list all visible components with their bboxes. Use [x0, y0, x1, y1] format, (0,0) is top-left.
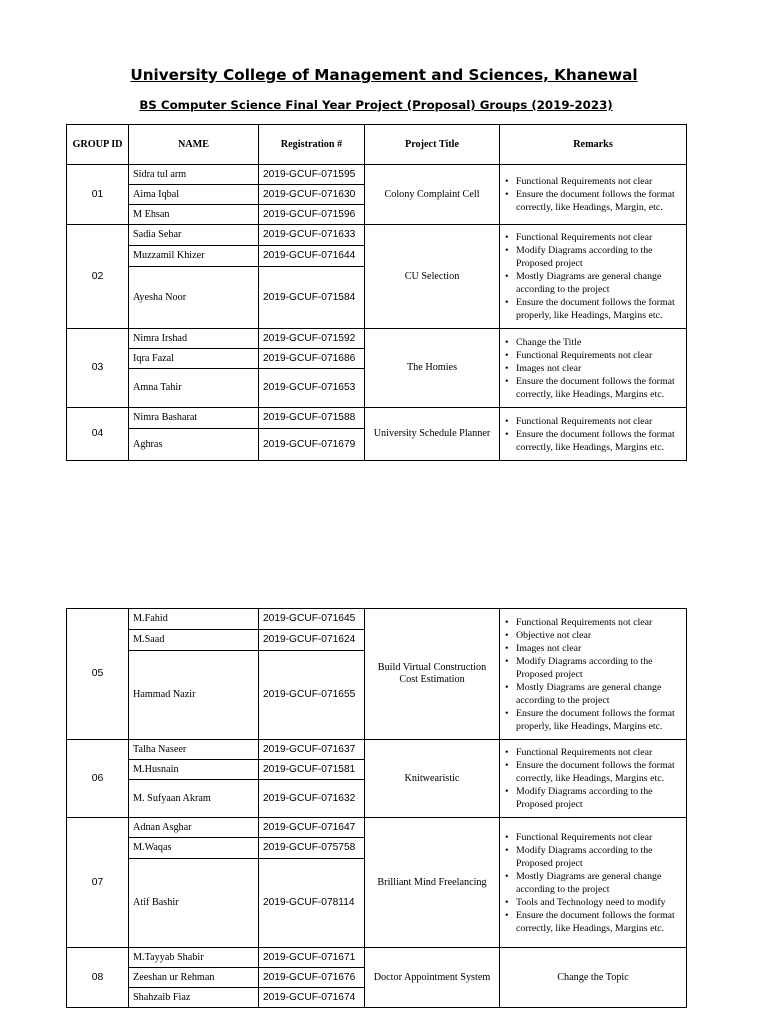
- header-remarks: Remarks: [500, 125, 687, 165]
- remarks-cell: [500, 818, 687, 948]
- document-title: University College of Management and Sciences, Khanewal: [130, 66, 638, 84]
- remarks-list: [504, 231, 682, 322]
- remark-item: • Modify Diagrams according to the Proposed project: [504, 844, 682, 870]
- registration-number: 2019-GCUF-071686: [259, 349, 365, 369]
- member-name: Sidra tul arm: [129, 165, 259, 185]
- registration-number: 2019-GCUF-071632: [259, 780, 365, 818]
- group-id: 08: [67, 948, 129, 1008]
- registration-number: 2019-GCUF-071637: [259, 740, 365, 760]
- registration-number: 2019-GCUF-071644: [259, 246, 365, 267]
- remarks-list: [504, 831, 682, 935]
- group-id: 01: [67, 165, 129, 225]
- registration-number: 2019-GCUF-071655: [259, 651, 365, 740]
- project-title: University Schedule Planner: [365, 408, 500, 461]
- header-name: NAME: [129, 125, 259, 165]
- remark-item: • Ensure the document follows the format correctly, like Headings, Margin, etc.: [504, 188, 682, 214]
- header-registration: Registration #: [259, 125, 365, 165]
- remarks-list: [504, 746, 682, 811]
- member-name: M. Sufyaan Akram: [129, 780, 259, 818]
- remarks-cell: [500, 609, 687, 740]
- member-name: Ayesha Noor: [129, 267, 259, 329]
- remark-item: • Functional Requirements not clear: [504, 831, 682, 844]
- project-title: Knitwearistic: [365, 740, 500, 818]
- group-id: 05: [67, 609, 129, 740]
- remark-item: • Functional Requirements not clear: [504, 415, 682, 428]
- remark-item: • Functional Requirements not clear: [504, 746, 682, 759]
- remark-item: • Change the Title: [504, 336, 682, 349]
- registration-number: 2019-GCUF-071671: [259, 948, 365, 968]
- project-title: Brilliant Mind Freelancing: [365, 818, 500, 948]
- member-name: M.Husnain: [129, 760, 259, 780]
- member-name: Aima Iqbal: [129, 185, 259, 205]
- registration-number: 2019-GCUF-071647: [259, 818, 365, 838]
- member-name: Adnan Asghar: [129, 818, 259, 838]
- remark-item: • Mostly Diagrams are general change according to the project: [504, 681, 682, 707]
- registration-number: 2019-GCUF-071592: [259, 329, 365, 349]
- group-id: 07: [67, 818, 129, 948]
- registration-number: 2019-GCUF-071653: [259, 369, 365, 408]
- remark-item: • Ensure the document follows the format properly, like Headings, Margins etc.: [504, 707, 682, 733]
- remarks-cell: [500, 740, 687, 818]
- remark-item: • Mostly Diagrams are general change according to the project: [504, 870, 682, 896]
- table-row: [67, 225, 687, 246]
- registration-number: 2019-GCUF-071633: [259, 225, 365, 246]
- member-name: M.Saad: [129, 630, 259, 651]
- registration-number: 2019-GCUF-071581: [259, 760, 365, 780]
- header-group-id: GROUP ID: [67, 125, 129, 165]
- remark-item: • Ensure the document follows the format correctly, like Headings, Margins etc.: [504, 759, 682, 785]
- group-id: 04: [67, 408, 129, 461]
- registration-number: 2019-GCUF-078114: [259, 859, 365, 948]
- registration-number: 2019-GCUF-071588: [259, 408, 365, 429]
- remark-item: • Modify Diagrams according to the Proposed project: [504, 244, 682, 270]
- remark-item: • Modify Diagrams according to the Proposed project: [504, 785, 682, 811]
- remark-item: • Ensure the document follows the format correctly, like Headings, Margins etc.: [504, 909, 682, 935]
- project-title: Colony Complaint Cell: [365, 165, 500, 225]
- member-name: Zeeshan ur Rehman: [129, 968, 259, 988]
- remarks-cell: [500, 329, 687, 408]
- registration-number: 2019-GCUF-071630: [259, 185, 365, 205]
- registration-number: 2019-GCUF-075758: [259, 838, 365, 859]
- table-row: [67, 609, 687, 630]
- group-id: 03: [67, 329, 129, 408]
- remarks-list: [504, 175, 682, 214]
- remarks-cell: Change the Topic: [500, 948, 687, 1008]
- remarks-cell: [500, 408, 687, 461]
- table-row: [67, 165, 687, 185]
- remark-item: • Modify Diagrams according to the Proposed project: [504, 655, 682, 681]
- member-name: Iqra Fazal: [129, 349, 259, 369]
- member-name: M.Waqas: [129, 838, 259, 859]
- document-subtitle: BS Computer Science Final Year Project (Proposal) Groups (2019-2023): [139, 98, 613, 112]
- member-name: Atif Bashir: [129, 859, 259, 948]
- member-name: Talha Naseer: [129, 740, 259, 760]
- table-row: [67, 818, 687, 838]
- remark-item: • Ensure the document follows the format correctly, like Headings, Margins etc.: [504, 428, 682, 454]
- table-header-row: [67, 125, 687, 165]
- group-id: 02: [67, 225, 129, 329]
- member-name: M.Fahid: [129, 609, 259, 630]
- registration-number: 2019-GCUF-071624: [259, 630, 365, 651]
- remark-item: • Functional Requirements not clear: [504, 175, 682, 188]
- member-name: Sadia Sehar: [129, 225, 259, 246]
- groups-table-page-top: [66, 124, 687, 461]
- remarks-cell: [500, 225, 687, 329]
- remarks-list: [504, 616, 682, 733]
- remark-item: • Images not clear: [504, 362, 682, 375]
- registration-number: 2019-GCUF-071584: [259, 267, 365, 329]
- registration-number: 2019-GCUF-071645: [259, 609, 365, 630]
- registration-number: 2019-GCUF-071596: [259, 205, 365, 225]
- registration-number: 2019-GCUF-071674: [259, 988, 365, 1008]
- project-title: Build Virtual Construction Cost Estimation: [365, 609, 500, 740]
- remarks-list: [504, 336, 682, 401]
- table-row: [67, 329, 687, 349]
- table-row: [67, 740, 687, 760]
- project-title: Doctor Appointment System: [365, 948, 500, 1008]
- registration-number: 2019-GCUF-071679: [259, 429, 365, 461]
- member-name: M.Tayyab Shabir: [129, 948, 259, 968]
- registration-number: 2019-GCUF-071676: [259, 968, 365, 988]
- remark-item: • Functional Requirements not clear: [504, 231, 682, 244]
- member-name: M Ehsan: [129, 205, 259, 225]
- remark-item: • Functional Requirements not clear: [504, 349, 682, 362]
- remark-item: • Ensure the document follows the format properly, like Headings, Margins etc.: [504, 296, 682, 322]
- member-name: Nimra Basharat: [129, 408, 259, 429]
- remark-item: • Ensure the document follows the format correctly, like Headings, Margins etc.: [504, 375, 682, 401]
- header-project-title: Project Title: [365, 125, 500, 165]
- member-name: Aghras: [129, 429, 259, 461]
- groups-table-page-bottom: [66, 608, 687, 1008]
- table-row: [67, 948, 687, 968]
- member-name: Nimra Irshad: [129, 329, 259, 349]
- member-name: Hammad Nazir: [129, 651, 259, 740]
- remarks-cell: [500, 165, 687, 225]
- project-title: The Homies: [365, 329, 500, 408]
- member-name: Amna Tahir: [129, 369, 259, 408]
- remarks-list: [504, 415, 682, 454]
- project-title: CU Selection: [365, 225, 500, 329]
- member-name: Shahzaib Fiaz: [129, 988, 259, 1008]
- remark-item: • Mostly Diagrams are general change according to the project: [504, 270, 682, 296]
- member-name: Muzzamil Khizer: [129, 246, 259, 267]
- registration-number: 2019-GCUF-071595: [259, 165, 365, 185]
- remark-item: • Functional Requirements not clear: [504, 616, 682, 629]
- table-row: [67, 408, 687, 429]
- remark-item: • Tools and Technology need to modify: [504, 896, 682, 909]
- remark-item: • Images not clear: [504, 642, 682, 655]
- remark-item: • Objective not clear: [504, 629, 682, 642]
- group-id: 06: [67, 740, 129, 818]
